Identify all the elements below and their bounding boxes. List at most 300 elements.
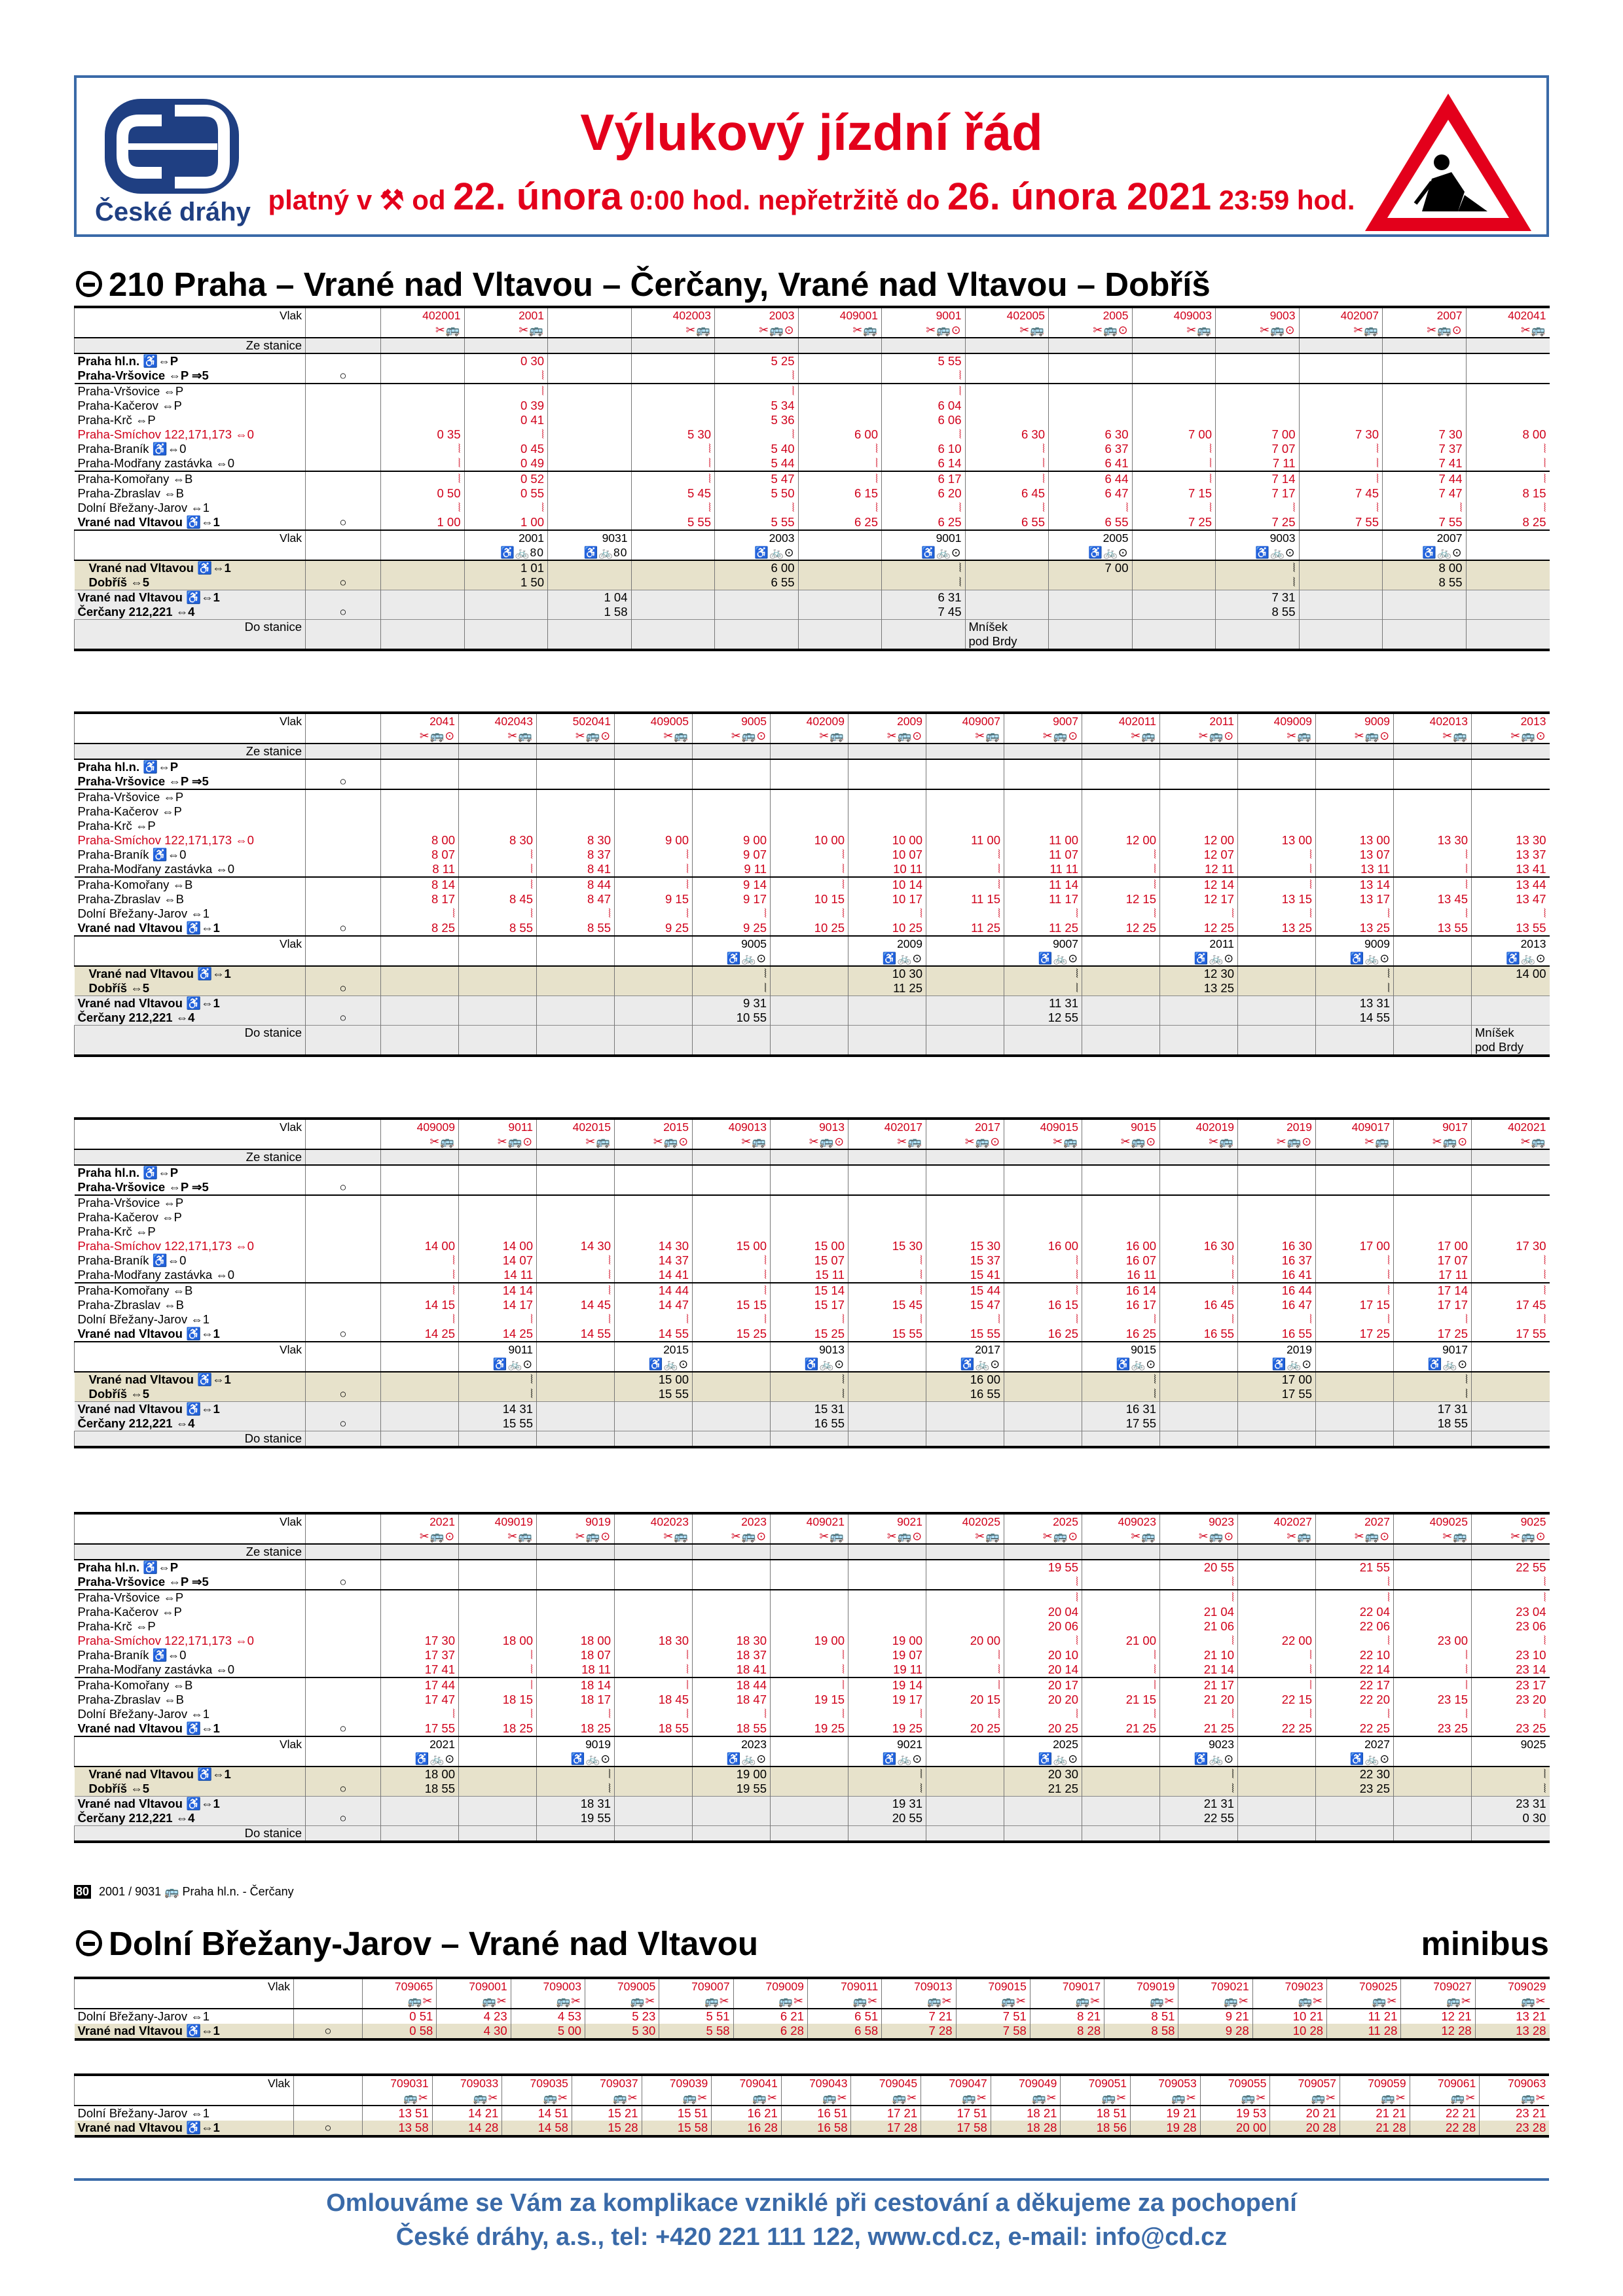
blank: [75, 545, 306, 560]
time-cell: ⦚: [381, 1707, 459, 1721]
destination: [926, 1026, 1004, 1041]
time-cell: 15 55: [926, 1327, 1004, 1342]
time-cell: [1082, 966, 1160, 981]
time-cell: 21 31: [1160, 1797, 1238, 1812]
time-cell: ⦚: [1316, 981, 1394, 996]
train-icons: [926, 951, 1004, 966]
blank: [615, 744, 693, 759]
train-number: [965, 530, 1049, 545]
time-cell: 16 30: [1238, 1239, 1316, 1253]
time-cell: [1383, 413, 1467, 427]
time-cell: 7 44: [1383, 471, 1467, 486]
time-cell: [1238, 1605, 1316, 1619]
time-cell: 23 14: [1472, 1662, 1550, 1677]
train-number: 402023: [615, 1513, 693, 1529]
time-cell: [1472, 1416, 1550, 1431]
circle-marker: [306, 1605, 381, 1619]
validity-from: od: [412, 185, 446, 215]
time-cell: [537, 804, 615, 819]
train-number: 709039: [642, 2075, 712, 2090]
time-cell: 8 11: [381, 862, 459, 877]
train-icons: ♿🚲⊙: [1160, 951, 1238, 966]
train-icons: 🚌✂: [572, 2090, 642, 2106]
train-icons: 🚌✂: [1200, 2090, 1270, 2106]
time-cell: [771, 1011, 848, 1026]
train-icons: ♿🚲⊙: [882, 545, 966, 560]
train-number-row: [75, 307, 1550, 323]
time-cell: [1082, 1011, 1160, 1026]
time-cell: [615, 1180, 693, 1195]
train-number: 709029: [1475, 1978, 1549, 1994]
time-cell: [1160, 789, 1238, 804]
time-cell: [1299, 575, 1383, 590]
blank: [848, 1544, 926, 1560]
blank: [1472, 1544, 1550, 1560]
blank: [1160, 1149, 1238, 1165]
time-cell: [537, 1180, 615, 1195]
time-cell: 16 55: [1160, 1327, 1238, 1342]
train-number: 9021: [848, 1736, 926, 1751]
train-number: 709049: [991, 2075, 1061, 2090]
time-cell: [1316, 1402, 1394, 1417]
time-cell: 22 17: [1316, 1677, 1394, 1693]
time-cell: [693, 1811, 771, 1826]
destination: [381, 1026, 459, 1041]
station-name: Praha-Vršovice ⇔P: [75, 789, 306, 804]
station-name: Praha-Krč ⇔P: [77, 1619, 156, 1633]
time-cell: [1466, 399, 1550, 413]
train-icons: 🚌✂: [1030, 1994, 1104, 2009]
route-arrow-icon: [76, 1930, 102, 1956]
train-icons: ♿🚲80: [464, 545, 548, 560]
time-cell: 8 25: [1466, 515, 1550, 530]
time-cell: 16 17: [1082, 1298, 1160, 1312]
time-cell: 16 07: [1082, 1253, 1160, 1268]
train-icon-row: [75, 728, 1550, 744]
blank: [1466, 338, 1550, 353]
vlak-label: Vlak: [75, 1342, 306, 1357]
arrival-row: [75, 2121, 1550, 2136]
time-cell: 21 55: [1316, 1560, 1394, 1575]
time-cell: [1004, 819, 1082, 833]
time-cell: [464, 590, 548, 605]
time-cell: ⦚: [882, 575, 966, 590]
time-cell: 6 47: [1049, 486, 1133, 501]
station-row: [75, 1590, 1550, 1605]
train-icons: ✂🚌⊙: [1049, 323, 1133, 338]
time-cell: ⦚: [615, 1662, 693, 1677]
time-cell: [965, 368, 1049, 384]
time-cell: ⦚: [965, 471, 1049, 486]
time-cell: 5 00: [511, 2024, 585, 2039]
time-cell: 18 00: [381, 1767, 459, 1782]
time-cell: [798, 590, 882, 605]
blank: [306, 1513, 381, 1529]
time-cell: 0 30: [464, 353, 548, 368]
train-number: 402001: [381, 307, 465, 323]
time-cell: [1082, 774, 1160, 789]
time-cell: 16 47: [1238, 1298, 1316, 1312]
train-number: [1316, 1342, 1394, 1357]
time-cell: 18 56: [1061, 2121, 1131, 2136]
time-cell: [1238, 804, 1316, 819]
station-row: [75, 1253, 1550, 1268]
train-number: 9005: [693, 936, 771, 951]
time-cell: [615, 789, 693, 804]
time-cell: [1082, 1797, 1160, 1812]
time-cell: [548, 427, 632, 442]
time-cell: ⦚: [537, 906, 615, 921]
time-cell: ⦚: [1004, 981, 1082, 996]
time-cell: [926, 1782, 1004, 1797]
time-cell: 15 51: [642, 2106, 712, 2121]
time-cell: [1082, 789, 1160, 804]
time-cell: [1394, 1782, 1472, 1797]
train-number: 9001: [882, 307, 966, 323]
time-cell: [1316, 1195, 1394, 1210]
train-number: 9013: [771, 1119, 848, 1134]
station-row: [75, 427, 1550, 442]
time-cell: [1216, 353, 1300, 368]
circle-marker: [306, 833, 381, 848]
time-cell: [381, 774, 459, 789]
time-cell: 5 55: [715, 515, 799, 530]
train-icons: [1082, 951, 1160, 966]
time-cell: [1082, 1782, 1160, 1797]
time-cell: [1394, 1195, 1472, 1210]
to-station-label: Do stanice: [75, 1431, 306, 1448]
time-cell: [381, 399, 465, 413]
train-icons: 🚌✂: [363, 2090, 433, 2106]
time-cell: 5 30: [631, 427, 715, 442]
station-name: Praha-Zbraslav ⇔B: [77, 1693, 184, 1706]
station-name: Čerčany 212,221 ⇔4: [75, 1811, 306, 1826]
time-cell: 14 30: [615, 1239, 693, 1253]
time-cell: ⦚: [1160, 1634, 1238, 1648]
footer-apology: Omlouváme se Vám za komplikace vzniklé při cestování a děkujeme za pochopení: [326, 2189, 1297, 2217]
time-cell: 18 47: [693, 1693, 771, 1707]
time-cell: [459, 1605, 537, 1619]
train-number: 9005: [693, 713, 771, 728]
time-cell: 6 25: [882, 515, 966, 530]
time-cell: [615, 1560, 693, 1575]
time-cell: 22 55: [1472, 1560, 1550, 1575]
train-icons: ✂🚌: [1394, 1529, 1472, 1544]
time-cell: 10 11: [848, 862, 926, 877]
time-cell: 23 21: [1480, 2106, 1550, 2121]
time-cell: [1299, 560, 1383, 575]
time-cell: [1383, 353, 1467, 368]
train-number-row: [75, 1119, 1550, 1134]
train-icon-row: [75, 323, 1550, 338]
time-cell: [1394, 981, 1472, 996]
train-number: 2013: [1472, 936, 1550, 951]
train-icons: 🚌✂: [659, 1994, 733, 2009]
train-number: 402017: [848, 1119, 926, 1134]
time-cell: ⦚: [926, 1312, 1004, 1327]
time-cell: 16 14: [1082, 1283, 1160, 1298]
blank: [306, 530, 381, 545]
train-icons: [693, 1357, 771, 1372]
train-icons: ✂🚌: [459, 728, 537, 744]
time-cell: [459, 804, 537, 819]
train-icons: [631, 545, 715, 560]
to-station-row: [75, 1431, 1550, 1448]
train-icons: ✂🚌⊙: [1004, 1529, 1082, 1544]
vlak-label: Vlak: [75, 1513, 306, 1529]
train-number: 2009: [848, 936, 926, 951]
time-cell: [771, 1195, 848, 1210]
time-cell: [548, 471, 632, 486]
time-cell: 5 40: [715, 442, 799, 456]
time-cell: 17 07: [1394, 1253, 1472, 1268]
time-cell: 1 00: [381, 515, 465, 530]
station-row: [75, 1634, 1550, 1648]
time-cell: [615, 1210, 693, 1225]
time-cell: 15 55: [848, 1327, 926, 1342]
vlak-label: Vlak: [75, 936, 306, 951]
train-icons: ♿🚲⊙: [459, 1357, 537, 1372]
time-cell: [1316, 1180, 1394, 1195]
time-cell: 15 37: [926, 1253, 1004, 1268]
time-cell: 0 45: [464, 442, 548, 456]
time-cell: ⦚: [771, 1707, 848, 1721]
time-cell: ⦚: [798, 456, 882, 471]
destination: [798, 634, 882, 650]
station-name: Praha-Modřany zastávka ⇔0: [77, 862, 235, 876]
time-cell: [693, 1575, 771, 1590]
time-cell: 20 00: [926, 1634, 1004, 1648]
time-cell: ⦚: [1394, 1648, 1472, 1662]
time-cell: [693, 1605, 771, 1619]
time-cell: 23 25: [1394, 1721, 1472, 1736]
station-name: Praha-Braník ♿⇔0: [77, 848, 187, 861]
time-cell: [1394, 966, 1472, 981]
blank: [1472, 744, 1550, 759]
blank: [848, 744, 926, 759]
time-cell: 19 55: [537, 1811, 615, 1826]
time-cell: [1082, 1605, 1160, 1619]
blank: [294, 2009, 363, 2024]
time-cell: [381, 966, 459, 981]
time-cell: 8 37: [537, 848, 615, 862]
time-cell: 23 15: [1394, 1693, 1472, 1707]
blank: [306, 1119, 381, 1134]
time-cell: [631, 399, 715, 413]
train-number: [1238, 1736, 1316, 1751]
time-cell: ⦚: [1004, 1312, 1082, 1327]
time-cell: 17 44: [381, 1677, 459, 1693]
time-cell: [1082, 1619, 1160, 1634]
time-cell: 18 55: [1394, 1416, 1472, 1431]
train-icons: [1299, 545, 1383, 560]
destination: [882, 620, 966, 635]
train-number: 2027: [1316, 1513, 1394, 1529]
train-icons: 🚌✂: [1131, 2090, 1201, 2106]
time-cell: [548, 515, 632, 530]
train-number: [1082, 1736, 1160, 1751]
time-cell: [1299, 384, 1383, 399]
train-icons: ✂🚌: [1299, 323, 1383, 338]
station-name: Praha-Vršovice ⇔P: [75, 384, 306, 399]
blank: [1049, 338, 1133, 353]
time-cell: ⦚: [381, 1268, 459, 1283]
destination: [1472, 1826, 1550, 1842]
train-number: 2041: [381, 713, 459, 728]
time-cell: 9 17: [693, 892, 771, 906]
time-cell: [1316, 819, 1394, 833]
time-cell: [1238, 1575, 1316, 1590]
time-cell: ⦚: [848, 906, 926, 921]
time-cell: [381, 1619, 459, 1634]
time-cell: ⦚: [1082, 862, 1160, 877]
time-cell: 8 17: [381, 892, 459, 906]
time-cell: [1004, 804, 1082, 819]
station-name: Praha-Vršovice ⇔P ⇒5: [77, 1180, 209, 1194]
time-cell: ⦚: [1394, 1662, 1472, 1677]
train-number: 709019: [1104, 1978, 1178, 1994]
train-icons: ✂🚌⊙: [1160, 1529, 1238, 1544]
time-cell: 0 51: [363, 2009, 437, 2024]
time-cell: 10 00: [771, 833, 848, 848]
station-row: [75, 877, 1550, 892]
time-cell: ⦚: [381, 456, 465, 471]
time-cell: 14 17: [459, 1298, 537, 1312]
time-cell: ⦚: [464, 384, 548, 399]
train-number: 709025: [1327, 1978, 1401, 1994]
time-cell: 7 55: [1383, 515, 1467, 530]
time-cell: 19 25: [848, 1721, 926, 1736]
time-cell: ⦚: [1132, 456, 1216, 471]
station-name: Praha-Krč ⇔P: [77, 413, 156, 427]
branch-row: [75, 575, 1550, 590]
circle-marker: [306, 560, 381, 575]
minibus-table: [74, 2073, 1549, 2138]
time-cell: [926, 1210, 1004, 1225]
circle-marker: [306, 1797, 381, 1812]
station-name: Praha hl.n. ♿⇔P: [75, 1560, 306, 1575]
time-cell: 17 25: [1316, 1327, 1394, 1342]
time-cell: [1383, 590, 1467, 605]
time-cell: [1004, 1225, 1082, 1239]
train-number: 9015: [1082, 1119, 1160, 1134]
time-cell: ⦚: [1082, 1707, 1160, 1721]
time-cell: [771, 1797, 848, 1812]
time-cell: [848, 819, 926, 833]
destination: [926, 1431, 1004, 1448]
time-cell: 8 21: [1030, 2009, 1104, 2024]
train-icons: ✂🚌: [693, 1134, 771, 1149]
train-icons: ♿🚲⊙: [537, 1751, 615, 1767]
time-cell: [693, 1560, 771, 1575]
time-cell: 15 31: [771, 1402, 848, 1417]
train-number: 709055: [1200, 2075, 1270, 2090]
time-cell: [1132, 353, 1216, 368]
time-cell: 17 21: [851, 2106, 921, 2121]
minibus-table: [74, 1977, 1550, 2041]
time-cell: [693, 1180, 771, 1195]
time-cell: 22 20: [1316, 1693, 1394, 1707]
date-to: 26. února 2021: [947, 175, 1212, 218]
destination: [1466, 634, 1550, 650]
time-cell: 6 17: [882, 471, 966, 486]
time-cell: [848, 1575, 926, 1590]
circle-marker: [306, 1767, 381, 1782]
time-cell: ⦚: [926, 906, 1004, 921]
destination: [926, 1040, 1004, 1056]
train-number-row: [75, 713, 1550, 728]
time-cell: [1004, 1811, 1082, 1826]
time-cell: 9 25: [615, 921, 693, 936]
time-cell: ⦚: [1299, 501, 1383, 515]
destination: [693, 1431, 771, 1448]
time-cell: 5 45: [631, 486, 715, 501]
time-cell: 8 28: [1030, 2024, 1104, 2039]
train-icons: [381, 545, 465, 560]
time-cell: ⦚: [1394, 848, 1472, 862]
train-number: 409019: [459, 1513, 537, 1529]
time-cell: [459, 1180, 537, 1195]
time-cell: [1394, 996, 1472, 1011]
train-number: 409017: [1316, 1119, 1394, 1134]
time-cell: 12 30: [1160, 966, 1238, 981]
time-cell: 16 30: [1160, 1239, 1238, 1253]
train-number: [1394, 936, 1472, 951]
train-number: [1466, 530, 1550, 545]
time-cell: 13 55: [1394, 921, 1472, 936]
time-cell: [537, 1416, 615, 1431]
time-cell: 23 28: [1480, 2121, 1550, 2136]
train-number: 402015: [537, 1119, 615, 1134]
destination: [1316, 1026, 1394, 1041]
destination: [381, 620, 465, 635]
time-cell: 18 25: [459, 1721, 537, 1736]
time-cell: 5 51: [659, 2009, 733, 2024]
time-cell: [1238, 1011, 1316, 1026]
time-cell: 17 30: [381, 1634, 459, 1648]
train-number: 2023: [693, 1736, 771, 1751]
train-icons: ♿🚲⊙: [1383, 545, 1467, 560]
time-cell: 19 07: [848, 1648, 926, 1662]
time-cell: [1472, 1165, 1550, 1180]
time-cell: [1049, 413, 1133, 427]
circle-marker: [306, 1268, 381, 1283]
train-icons: ✂🚌: [1082, 1529, 1160, 1544]
time-cell: 18 14: [537, 1677, 615, 1693]
blank: [75, 323, 306, 338]
time-cell: ⦚: [1299, 456, 1383, 471]
time-cell: [771, 1605, 848, 1619]
train-icons: ✂🚌⊙: [537, 1529, 615, 1544]
train-number: 9023: [1160, 1513, 1238, 1529]
train-number-row-2: [75, 530, 1550, 545]
train-icons: ✂🚌: [1238, 728, 1316, 744]
train-icons: ✂🚌: [1238, 1529, 1316, 1544]
station-name: Praha-Modřany zastávka ⇔0: [77, 1268, 235, 1282]
station-name: Praha-Smíchov 122,171,173 ⇔0: [77, 1239, 254, 1253]
time-cell: ⦚: [1160, 1707, 1238, 1721]
circle-marker: [306, 804, 381, 819]
time-cell: 16 51: [781, 2106, 851, 2121]
train-number: 2017: [926, 1119, 1004, 1134]
train-icons: [1394, 1751, 1472, 1767]
destination: [848, 1040, 926, 1056]
time-cell: [1216, 384, 1300, 399]
time-cell: ⦚: [537, 1253, 615, 1268]
station-name: Praha-Vršovice ⇔P ⇒5: [77, 774, 209, 788]
time-cell: 0 58: [363, 2024, 437, 2039]
train-number: [1082, 936, 1160, 951]
